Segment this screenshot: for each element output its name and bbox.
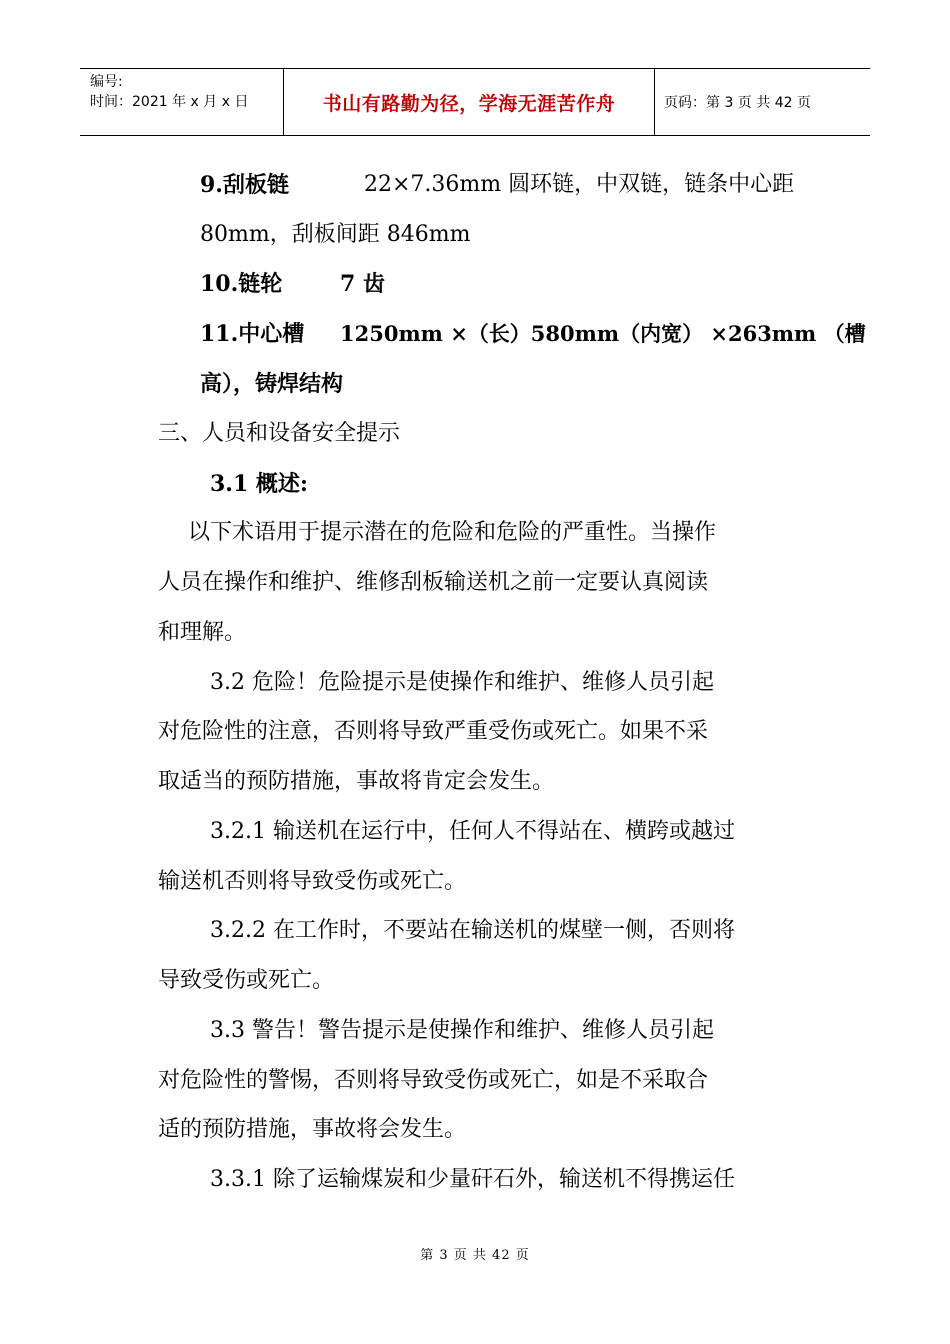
date-label: 时间：2021 年 x 月 x 日 xyxy=(90,94,249,110)
subsection-heading: 3.1 概述: xyxy=(210,471,309,497)
document-header xyxy=(80,68,870,136)
paragraph-line: 和理解。 xyxy=(158,620,247,645)
spec-11-label: 11.中心槽 xyxy=(200,321,305,347)
spec-10-label: 10.链轮 xyxy=(200,271,283,297)
header-meta xyxy=(80,69,283,135)
paragraph-line: 3.2.2 在工作时，不要站在输送机的煤壁一侧，否则将 xyxy=(210,918,735,943)
paragraph-line: 对危险性的警惕，否则将导致受伤或死亡，如是不采取合 xyxy=(158,1068,709,1093)
spec-9-continuation: 80mm，刮板间距 846mm xyxy=(200,222,471,247)
header-page-cell xyxy=(655,69,870,135)
paragraph-line: 3.3 警告！警告提示是使操作和维护、维修人员引起 xyxy=(210,1018,714,1043)
doc-number-label: 编号: xyxy=(90,74,123,90)
spec-11-continuation: 高），铸焊结构 xyxy=(200,371,344,397)
paragraph-line: 对危险性的注意，否则将导致严重受伤或死亡。如果不采 xyxy=(158,719,709,744)
header-page-info: 页码：第 3 页 共 42 页 xyxy=(664,95,811,111)
paragraph-line: 人员在操作和维护、维修刮板输送机之前一定要认真阅读 xyxy=(158,570,709,595)
paragraph-line: 以下术语用于提示潜在的危险和危险的严重性。当操作 xyxy=(188,520,717,545)
paragraph-line: 3.2.1 输送机在运行中，任何人不得站在、横跨或越过 xyxy=(210,819,735,844)
paragraph-line: 取适当的预防措施，事故将肯定会发生。 xyxy=(158,769,555,794)
paragraph-line: 3.3.1 除了运输煤炭和少量矸石外，输送机不得携运任 xyxy=(210,1167,735,1192)
spec-9-label: 9.刮板链 xyxy=(200,172,289,198)
paragraph-line: 导致受伤或死亡。 xyxy=(158,968,335,993)
header-motto-cell xyxy=(283,69,655,135)
section-heading: 三、人员和设备安全提示 xyxy=(158,421,401,446)
spec-9-value: 22×7.36mm 圆环链，中双链，链条中心距 xyxy=(364,172,795,197)
paragraph-line: 输送机否则将导致受伤或死亡。 xyxy=(158,869,467,894)
page-footer: 第 3 页 共 42 页 xyxy=(420,1248,530,1263)
paragraph-line: 适的预防措施，事故将会发生。 xyxy=(158,1117,467,1142)
header-motto: 书山有路勤为径，学海无涯苦作舟 xyxy=(322,92,616,115)
spec-11-value: 1250mm ×（长）580mm（内宽） ×263mm （槽 xyxy=(340,321,866,346)
paragraph-line: 3.2 危险！危险提示是使操作和维护、维修人员引起 xyxy=(210,670,714,695)
spec-10-value: 7 齿 xyxy=(340,271,385,297)
